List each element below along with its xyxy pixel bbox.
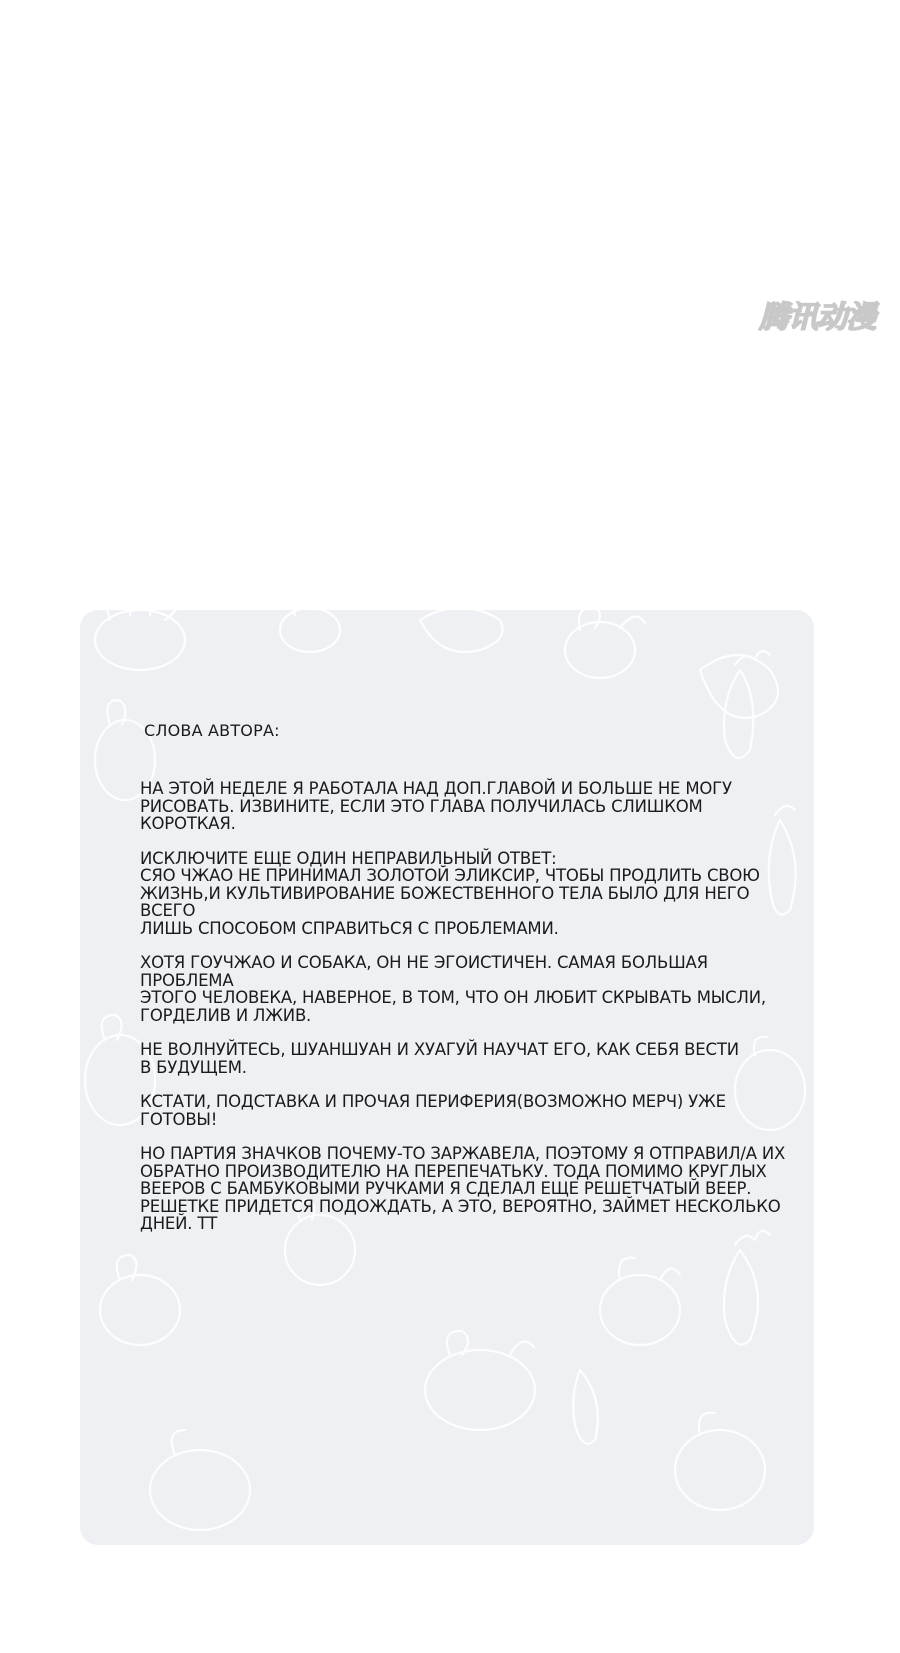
watermark-logo (744, 294, 890, 334)
bunny-doodle-icon (600, 1258, 680, 1345)
bunny-doodle-icon (100, 1255, 180, 1345)
author-note-content (140, 722, 790, 1250)
carrot-doodle-icon (573, 1370, 598, 1444)
bunny-doodle-icon (700, 655, 778, 718)
bunny-doodle-icon (420, 610, 503, 652)
note-paragraph: ХОТЯ ГОУЧЖАО И СОБАКА, ОН НЕ ЭГОИСТИЧЕН. САМАЯ БОЛЬШАЯ ПРОБЛЕМА ЭТОГО ЧЕЛОВЕКА, НАВЕРНОЕ, В ТОМ, ЧТО ОН ЛЮБИТ СКРЫВАТЬ МЫСЛИ, ГОРДЕЛИВ И ЛЖИВ. (140, 953, 766, 1025)
watermark-logo-text: 腾讯动漫 (759, 300, 875, 335)
bunny-doodle-icon (425, 1331, 535, 1430)
note-paragraph: НА ЭТОЙ НЕДЕЛЕ Я РАБОТАЛА НАД ДОП.ГЛАВОЙ И БОЛЬШЕ НЕ МОГУ РИСОВАТЬ. ИЗВИНИТЕ, ЕСЛИ ЭТО ГЛАВА ПОЛУЧИЛАСЬ СЛИШКОМ КОРОТКАЯ. (140, 779, 732, 833)
note-paragraph: НО ПАРТИЯ ЗНАЧКОВ ПОЧЕМУ-ТО ЗАРЖАВЕЛА, ПОЭТОМУ Я ОТПРАВИЛ/А ИХ ОБРАТНО ПРОИЗВОДИТЕЛЮ НА ПЕРЕПЕЧАТЬКУ. ТОДА ПОМИМО КРУГЛЫХ ВЕЕРОВ С БАМБУКОВЫМИ РУЧКАМИ Я СДЕЛАЛ ЕЩЕ РЕШЕТЧАТЫЙ ВЕЕР. РЕШЕТКЕ ПРИДЕТСЯ ПОДОЖДАТЬ, А ЭТО, ВЕРОЯТНО, ЗАЙМЕТ НЕСКОЛЬКО ДНЕЙ. ТТ (140, 1144, 786, 1233)
bunny-doodle-icon (150, 1430, 250, 1530)
bunny-doodle-icon (280, 610, 340, 652)
note-heading: СЛОВА АВТОРА: (144, 721, 280, 740)
note-paragraph: НЕ ВОЛНУЙТЕСЬ, ШУАНШУАН И ХУАГУЙ НАУЧАТ ЕГО, КАК СЕБЯ ВЕСТИ В БУДУЩЕМ. (140, 1040, 739, 1077)
bunny-doodle-icon (95, 610, 185, 670)
note-paragraph: КСТАТИ, ПОДСТАВКА И ПРОЧАЯ ПЕРИФЕРИЯ(ВОЗМОЖНО МЕРЧ) УЖЕ ГОТОВЫ! (140, 1092, 726, 1129)
note-paragraph: ИСКЛЮЧИТЕ ЕЩЕ ОДИН НЕПРАВИЛЬНЫЙ ОТВЕТ: СЯО ЧЖАО НЕ ПРИНИМАЛ ЗОЛОТОЙ ЭЛИКСИР, ЧТОБЫ ПРОДЛИТЬ СВОЮ ЖИЗНЬ,И КУЛЬТИВИРОВАНИЕ БОЖЕСТВЕННОГО ТЕЛА БЫЛО ДЛЯ НЕГО ВСЕГО ЛИШЬ СПОСОБОМ СПРАВИТЬСЯ С ПРОБЛЕМАМИ. (140, 848, 760, 938)
bunny-doodle-icon (675, 1413, 765, 1510)
bunny-doodle-icon (565, 610, 645, 678)
author-note-card (80, 610, 814, 1545)
